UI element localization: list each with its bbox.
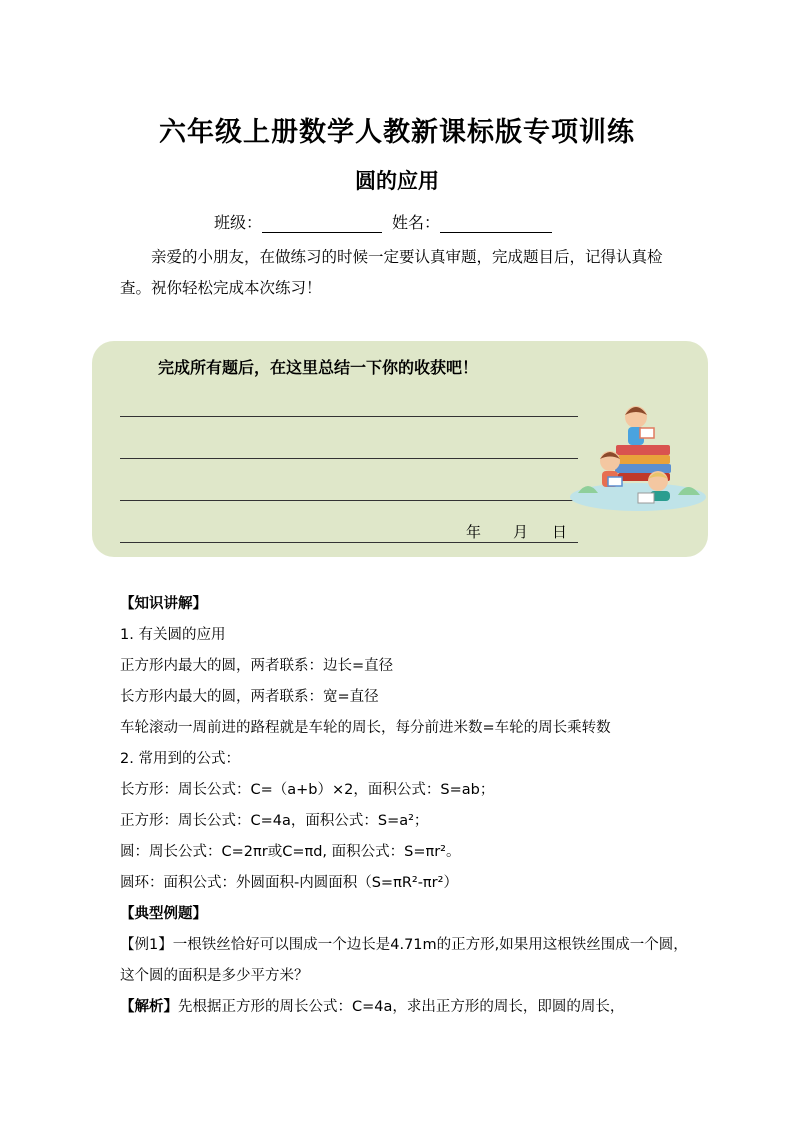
- date-year-label: 年: [466, 523, 482, 541]
- intro-paragraph: 亲爱的小朋友，在做练习的时候一定要认真审题，完成题目后，记得认真检查。祝你轻松完成本次练习！: [120, 248, 663, 297]
- section-heading-knowledge: 【知识讲解】: [120, 596, 207, 612]
- class-field[interactable]: [262, 214, 382, 233]
- children-reading-books-illustration: [558, 397, 708, 517]
- item1-line2: 长方形内最大的圆，两者联系：宽=直径: [120, 689, 379, 705]
- page-subtitle: 圆的应用: [355, 169, 439, 193]
- item2-title: 2. 常用到的公式：: [120, 751, 240, 767]
- student-info-line: [214, 210, 552, 233]
- example1: [120, 930, 690, 992]
- page-title: 六年级上册数学人教新课标版专项训练: [159, 117, 635, 148]
- analysis: [120, 992, 690, 1023]
- section-heading-examples: 【典型例题】: [120, 906, 207, 922]
- name-label: 姓名：: [392, 213, 441, 232]
- content-body: [120, 589, 690, 1023]
- summary-prompt: 完成所有题后，在这里总结一下你的收获吧！: [158, 358, 479, 377]
- analysis-text: 先根据正方形的周长公式：C=4a，求出正方形的周长，即圆的周长，: [178, 999, 625, 1015]
- formula-square: 正方形：周长公式：C=4a，面积公式：S=a²；: [120, 813, 429, 829]
- summary-write-line-3[interactable]: [120, 500, 578, 501]
- formula-ring: 圆环：面积公式：外圆面积-内圆面积（S=πR²-πr²）: [120, 875, 458, 891]
- class-label: 班级：: [214, 213, 263, 232]
- example1-tag: 【例1】: [120, 937, 173, 953]
- summary-write-line-2[interactable]: [120, 458, 578, 459]
- formula-rectangle: 长方形：周长公式：C=（a+b）×2，面积公式：S=ab；: [120, 782, 495, 798]
- item1-line1: 正方形内最大的圆，两者联系：边长=直径: [120, 658, 394, 674]
- name-field[interactable]: [440, 214, 552, 233]
- date-month-label: 月: [513, 523, 529, 541]
- summary-date-line[interactable]: [120, 522, 578, 543]
- date-day-label: 日: [552, 523, 568, 541]
- summary-write-line-1[interactable]: [120, 416, 578, 417]
- item1-title: 1. 有关圆的应用: [120, 627, 226, 643]
- formula-circle: 圆：周长公式：C=2πr或C=πd, 面积公式：S=πr²。: [120, 844, 461, 860]
- summary-box: [92, 341, 708, 557]
- item1-line3: 车轮滚动一周前进的路程就是车轮的周长，每分前进米数=车轮的周长乘转数: [120, 720, 611, 736]
- analysis-tag: 【解析】: [120, 999, 178, 1015]
- example1-text: 一根铁丝恰好可以围成一个边长是4.71m的正方形,如果用这根铁丝围成一个圆，这个圆的面积是多少平方米？: [120, 937, 688, 984]
